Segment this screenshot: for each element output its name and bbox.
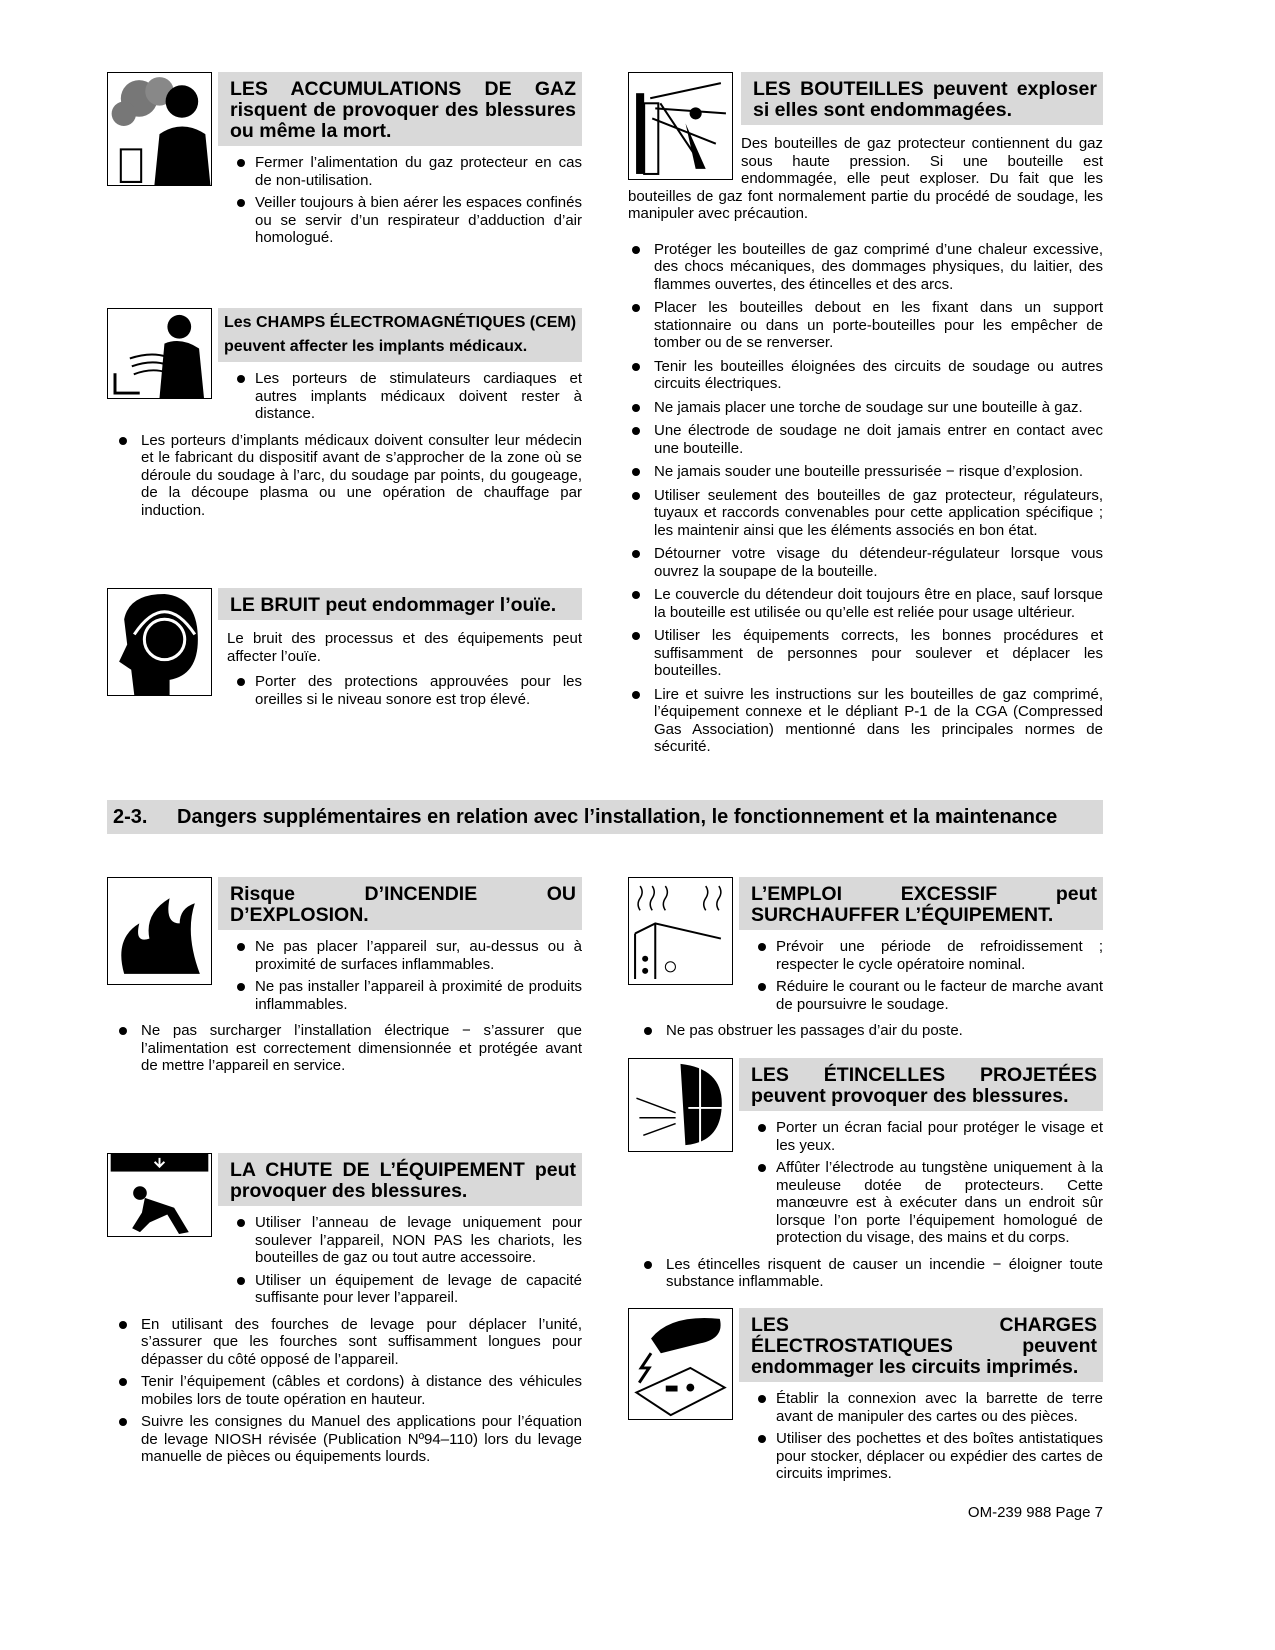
hazard-block [107, 877, 582, 1075]
static-circuit-board-icon [628, 1308, 733, 1420]
cylinder-explosion-icon [628, 72, 733, 180]
bullet-list [237, 673, 582, 708]
bullet-item: Utiliser un équipement de levage de capacité suffisante pour lever l’appareil. [237, 1272, 582, 1307]
hazard-heading: LES BOUTEILLES peuvent exploser si elles sont endommagées. [741, 72, 1103, 125]
hearing-protection-icon [107, 588, 212, 696]
hazard-block [628, 1308, 1103, 1483]
overheating-icon [628, 877, 733, 985]
fire-icon [107, 877, 212, 985]
bullet-list [644, 1247, 1103, 1291]
bullet-item: Affûter l’électrode au tungstène uniquement à la meuleuse dotée de protecteurs. Cette manœuvre est à exécuter dans un endroit sûr lorsque l’on porte l’équipement homologué de protection du visage, des mains et du corps. [758, 1159, 1103, 1247]
hazard-description: Le bruit des processus et des équipements peut affecter l’ouïe. [227, 630, 582, 665]
bullet-list [237, 154, 582, 247]
hazard-heading: LE BRUIT peut endommager l’ouïe. [218, 588, 582, 620]
bullet-item: Utiliser seulement des bouteilles de gaz protecteur, régulateurs, tuyaux et raccords convenables pour cette application spécifique ; les maintenir ainsi que les éléments associés en bon état. [632, 487, 1103, 540]
bullet-list [237, 938, 582, 1013]
bullet-item: Ne jamais placer une torche de soudage sur une bouteille à gaz. [632, 399, 1103, 417]
bullet-item: Ne jamais souder une bouteille pressurisée − risque d’explosion. [632, 463, 1103, 481]
hazard-block [628, 1058, 1103, 1291]
bullet-item: Utiliser l’anneau de levage uniquement pour soulever l’appareil, NON PAS les chariots, les bouteilles de gaz ou tout autre accessoire. [237, 1214, 582, 1267]
bullet-item: Protéger les bouteilles de gaz comprimé d’une chaleur excessive, des chocs mécaniques, des dommages physiques, du laitier, des flammes ouvertes, des étincelles et des arcs. [632, 241, 1103, 294]
bullet-item: Veiller toujours à bien aérer les espaces confinés ou se servir d’un respirateur d’adduction d’air homologué. [237, 194, 582, 247]
bullet-item: Les porteurs de stimulateurs cardiaques et autres implants médicaux doivent rester à distance. [237, 370, 582, 423]
hazard-block [107, 588, 582, 708]
bullet-list [237, 370, 582, 423]
bullet-item: Ne pas obstruer les passages d’air du poste. [644, 1022, 1103, 1040]
falling-equipment-icon [107, 1153, 212, 1237]
bullet-item: Établir la connexion avec la barrette de terre avant de manipuler des cartes ou des pièces. [758, 1390, 1103, 1425]
section-header [107, 800, 1103, 834]
bullet-list [758, 1119, 1103, 1247]
hazard-heading: LES CHARGES ÉLECTROSTATIQUES peuvent endommager les circuits imprimés. [739, 1308, 1103, 1382]
bullet-item: Utiliser des pochettes et des boîtes antistatiques pour stocker, déplacer ou expédier des cartes de circuits imprimes. [758, 1430, 1103, 1483]
hazard-heading: L’EMPLOI EXCESSIF peut SURCHAUFFER L’ÉQUIPEMENT. [739, 877, 1103, 930]
hazard-block [107, 308, 582, 519]
hazard-description: Des bouteilles de gaz protecteur contiennent du gaz sous haute pression. Si une bouteille est endommagée, elle peut exploser. Du fait que les bouteilles de gaz font normalement partie du procédé de soudage, les manipuler avec précaution. [628, 135, 1103, 222]
bullet-item: Ne pas placer l’appareil sur, au-dessus ou à proximité de surfaces inflammables. [237, 938, 582, 973]
hazard-block [107, 1153, 582, 1466]
page-footer: OM-239 988 Page 7 [967, 1504, 1103, 1521]
bullet-item: Porter un écran facial pour protéger le visage et les yeux. [758, 1119, 1103, 1154]
bullet-item: Le couvercle du détendeur doit toujours être en place, sauf lorsque la bouteille est utilisée ou qu’elle est reliée pour usage ultérieur. [632, 586, 1103, 621]
bullet-item: Les étincelles risquent de causer un incendie − éloigner toute substance inflammable. [644, 1256, 1103, 1291]
section-title: Dangers supplémentaires en relation avec l’installation, le fonctionnement et la maintenance [177, 806, 1058, 828]
bullet-list [758, 938, 1103, 1013]
bullet-item: En utilisant des fourches de levage pour déplacer l’unité, s’assurer que les fourches sont suffisamment longues pour dépasser du côté opposé de l’appareil. [119, 1316, 582, 1369]
hazard-block [107, 72, 582, 247]
bullet-item: Lire et suivre les instructions sur les bouteilles de gaz comprimé, l’équipement connexe et le dépliant P-1 de la CGA (Compressed Gas Association) mentionné dans les principales normes de sécurité. [632, 686, 1103, 756]
bullet-list [119, 1307, 582, 1466]
hazard-block [628, 72, 1103, 756]
bullet-item: Ne pas surcharger l’installation électrique − s’assurer que l’alimentation est correctement dimensionnée et protégée avant de mettre l’appareil en service. [119, 1022, 582, 1075]
bullet-list [632, 223, 1103, 756]
bullet-item: Les porteurs d’implants médicaux doivent consulter leur médecin et le fabricant du dispositif avant de s’approcher de la zone où se déroule du soudage à l’arc, du soudage par points, du gougeage, de la découpe plasma ou une opération de chauffage par induction. [119, 432, 582, 520]
hazard-heading: LES ACCUMULATIONS DE GAZ risquent de provoquer des blessures ou même la mort. [218, 72, 582, 146]
bullet-item: Porter des protections approuvées pour les oreilles si le niveau sonore est trop élevé. [237, 673, 582, 708]
bullet-list [119, 1013, 582, 1075]
bullet-item: Suivre les consignes du Manuel des applications pour l’équation de levage NIOSH révisée (Publication Nº94–110) lors du levage manuelle de pièces ou équipements lourds. [119, 1413, 582, 1466]
bullet-item: Tenir les bouteilles éloignées des circuits de soudage ou autres circuits électriques. [632, 358, 1103, 393]
bullet-item: Placer les bouteilles debout en les fixant dans un support stationnaire ou dans un porte-bouteilles pour les empêcher de tomber ou de se renverser. [632, 299, 1103, 352]
hazard-heading: LA CHUTE DE L’ÉQUIPEMENT peut provoquer des blessures. [218, 1153, 582, 1206]
bullet-list [644, 1013, 1103, 1040]
bullet-item: Réduire le courant ou le facteur de marche avant de poursuivre le soudage. [758, 978, 1103, 1013]
gas-buildup-icon [107, 72, 212, 186]
bullet-item: Prévoir une période de refroidissement ; respecter le cycle opératoire nominal. [758, 938, 1103, 973]
bullet-list [758, 1390, 1103, 1483]
bullet-item: Fermer l’alimentation du gaz protecteur en cas de non-utilisation. [237, 154, 582, 189]
bullet-item: Tenir l’équipement (câbles et cordons) à distance des véhicules mobiles lors de toute opération en hauteur. [119, 1373, 582, 1408]
bullet-item: Utiliser les équipements corrects, les bonnes procédures et suffisamment de personnes pour soulever et déplacer les bouteilles. [632, 627, 1103, 680]
bullet-item: Une électrode de soudage ne doit jamais entrer en contact avec une bouteille. [632, 422, 1103, 457]
hazard-heading: Risque D’INCENDIE OU D’EXPLOSION. [218, 877, 582, 930]
hazard-heading: LES ÉTINCELLES PROJETÉES peuvent provoquer des blessures. [739, 1058, 1103, 1111]
bullet-item: Détourner votre visage du détendeur-régulateur lorsque vous ouvrez la soupape de la bouteille. [632, 545, 1103, 580]
bullet-item: Ne pas installer l’appareil à proximité de produits inflammables. [237, 978, 582, 1013]
hazard-heading: Les CHAMPS ÉLECTROMAGNÉTIQUES (CEM) peuvent affecter les implants médicaux. [218, 308, 582, 362]
bullet-list [237, 1214, 582, 1307]
section-number: 2-3. [113, 806, 148, 828]
emf-pacemaker-icon [107, 308, 212, 399]
face-shield-sparks-icon [628, 1058, 733, 1152]
bullet-list [119, 423, 582, 520]
hazard-block [628, 877, 1103, 1040]
